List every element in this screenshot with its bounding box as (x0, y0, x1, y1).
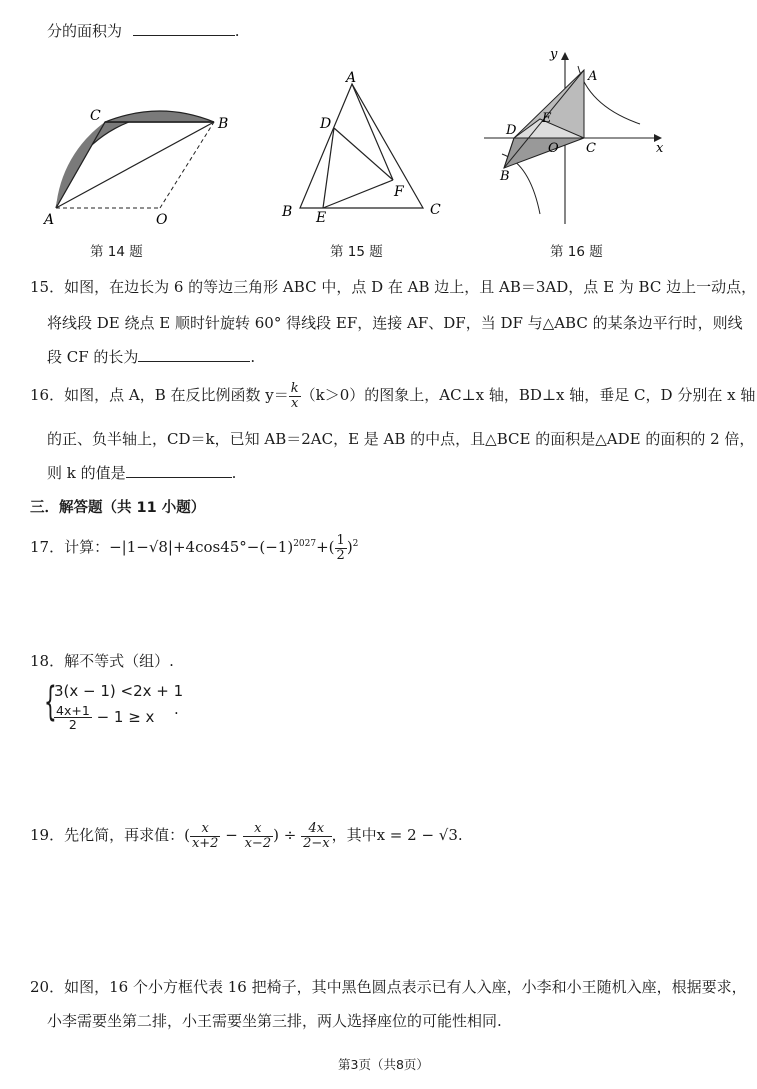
label-e: E (542, 111, 552, 126)
label-b: B (218, 116, 229, 132)
label-d: D (320, 116, 332, 132)
label-x: x (656, 141, 664, 156)
label-o: O (548, 141, 559, 156)
q20-line-2: 小李需要坐第二排，小王需要坐第三排，两人选择座位的可能性相同. (47, 1012, 502, 1030)
figure-15-caption: 第 15 题 (330, 244, 383, 260)
answer-blank (133, 35, 235, 36)
figure-16 (480, 44, 670, 228)
label-e: E (316, 210, 327, 226)
figure-16-caption: 第 16 题 (550, 244, 603, 260)
question-fragment-line: 分的面积为 . (47, 22, 240, 40)
figure-15 (278, 68, 448, 228)
label-a: A (44, 212, 55, 228)
fraction-half: $\frac{1}{2}$ (336, 533, 345, 563)
figure-14-caption: 第 14 题 (90, 244, 143, 260)
label-c: C (586, 141, 596, 156)
q17: 17．计算：$-|1-√8|+4\cos 45^\circ-(-1)^{2027}+$( $\frac{1}{2}$ )$^2$ (30, 533, 359, 563)
q16-line-3: 则 k 的值是 . (47, 464, 237, 482)
q16-line-2: 的正、负半轴上，CD＝k，已知 AB＝2AC，E 是 AB 的中点，且△BCE 的面积是△ADE 的面积的 2 倍， (47, 430, 755, 448)
q15-line-2: 将线段 DE 绕点 E 顺时针旋转 60° 得线段 EF，连接 AF、DF，当 DF 与△ABC 的某条边平行时，则线 (47, 314, 743, 332)
inequality-2: $\frac{4x+1}{2}$ − 1 ≥ x (56, 703, 155, 733)
label-a: A (588, 69, 598, 84)
label-f: F (394, 184, 404, 200)
page-footer: 第3页（共8页） (338, 1057, 429, 1072)
q16-line-1: 16．如图，点 A，B 在反比例函数 y＝ $\frac{k}{x}$ （k＞0）的图象上，AC⊥x 轴，BD⊥x 轴，垂足 C，D 分别在 x 轴 (30, 381, 756, 411)
brace: { (44, 679, 57, 725)
label-b: B (282, 204, 293, 220)
label-o: O (156, 212, 168, 228)
label-a: A (346, 70, 357, 86)
section-title: 三．解答题（共 11 小题） (30, 500, 206, 516)
inequality-1: 3(x − 1) <2x + 1 (54, 682, 184, 700)
label-y: y (550, 47, 558, 62)
answer-blank (138, 361, 250, 362)
q15-line-1: 15．如图，在边长为 6 的等边三角形 ABC 中，点 D 在 AB 边上，且 AB＝3AD，点 E 为 BC 边上一动点， (30, 278, 757, 296)
q15-line-3: 段 CF 的长为 . (47, 348, 256, 366)
label-d: D (506, 123, 517, 138)
label-b: B (500, 169, 510, 184)
figure-14 (40, 100, 230, 230)
answer-blank (126, 477, 232, 478)
fraction-k-over-x: $\frac{k}{x}$ (290, 381, 299, 411)
q19: 19．先化简，再求值：( $\frac{x}{x+2}$ − $\frac{x}{x-2}$ ) ÷ $\frac{4x}{2-x}$ ，其中x = 2 − √3. (30, 821, 463, 851)
label-c: C (430, 202, 441, 218)
q18-label: 18．解不等式（组）. (30, 652, 174, 670)
q20-line-1: 20．如图，16 个小方框代表 16 把椅子，其中黑色圆点表示已有人入座，小李和小王随机入座，根据要求， (30, 978, 747, 996)
label-c: C (90, 108, 101, 124)
